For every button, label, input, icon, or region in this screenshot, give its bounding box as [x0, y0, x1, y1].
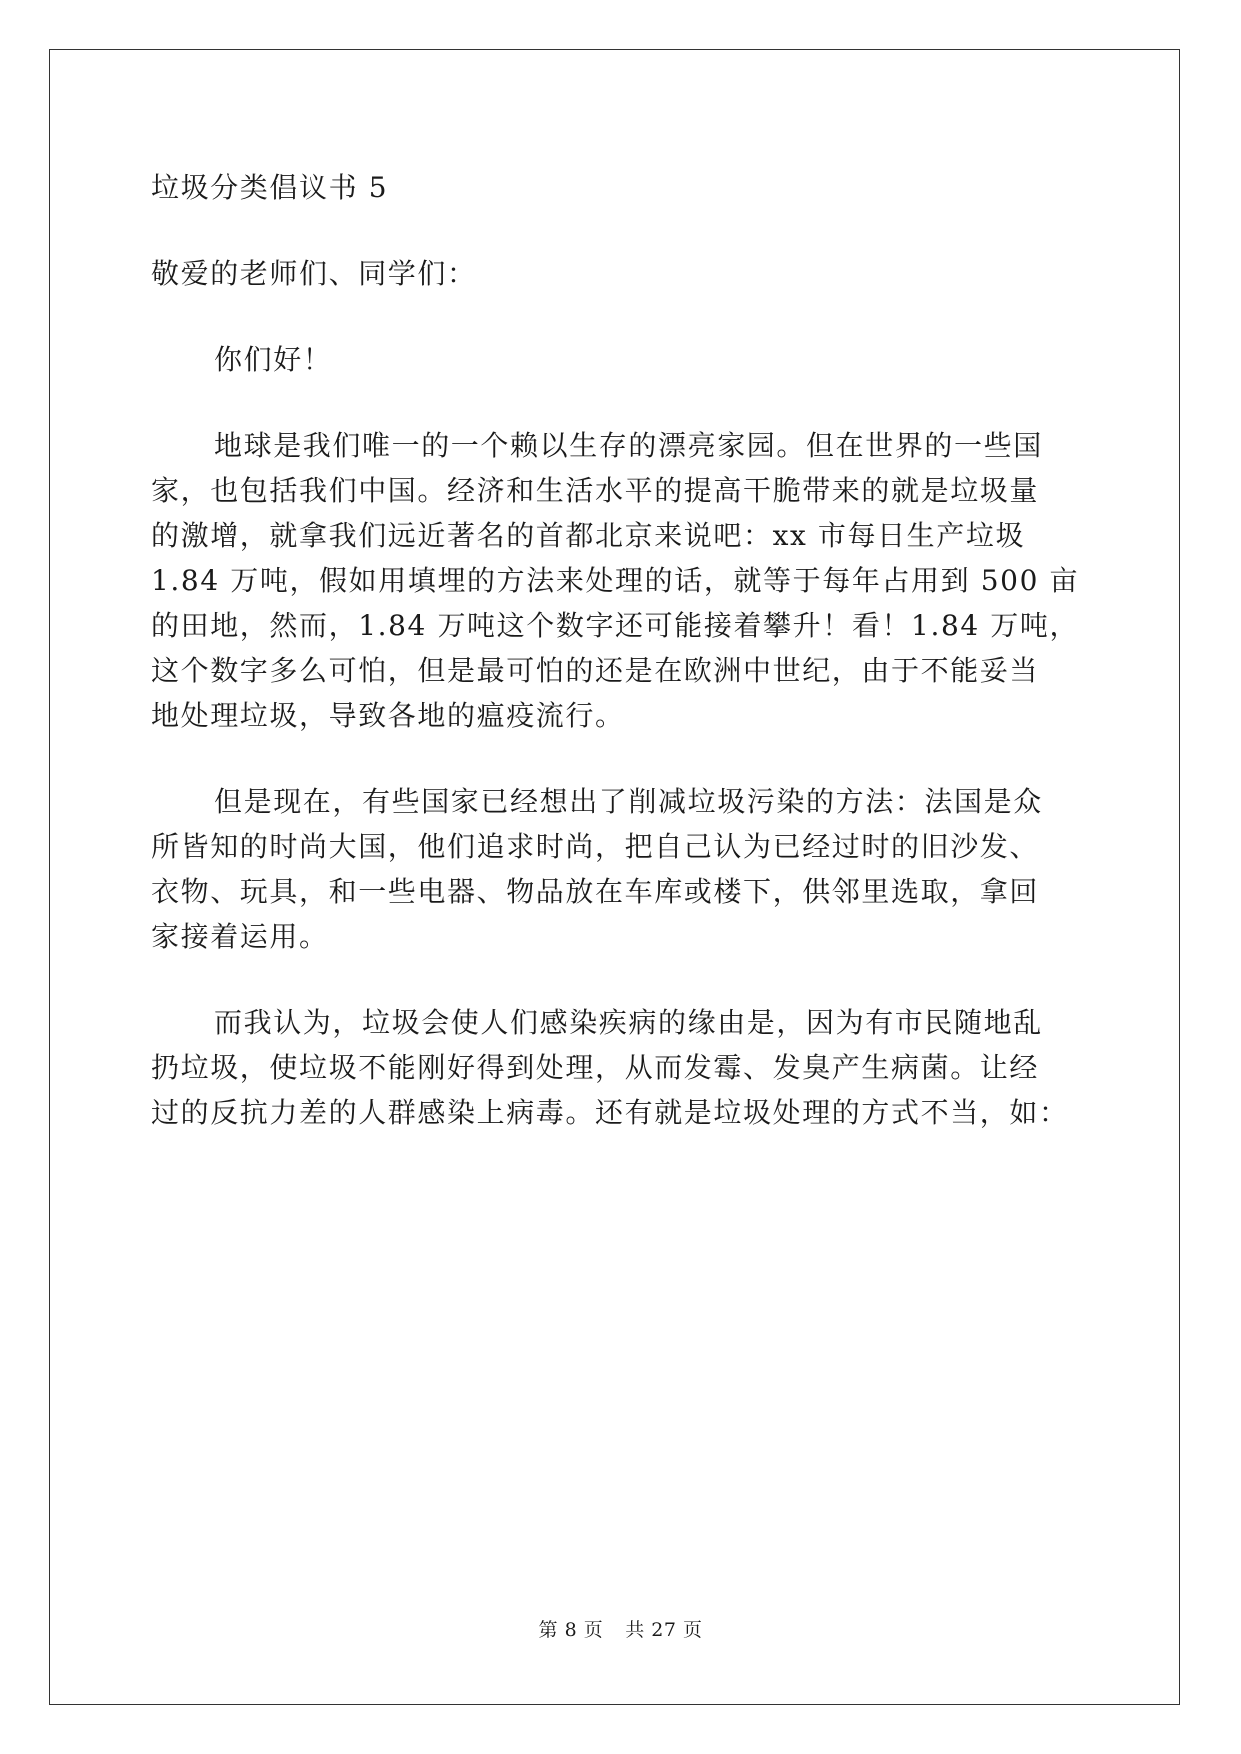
paragraph-line: 的田地，然而，1.84 万吨这个数字还可能接着攀升！看！1.84 万吨， — [151, 609, 1080, 642]
paragraph-1 — [151, 423, 1111, 738]
paragraph-line: 的激增，就拿我们远近著名的首都北京来说吧：xx 市每日生产垃圾 — [151, 519, 1026, 552]
paragraph-line: 衣物、玩具，和一些电器、物品放在车库或楼下，供邻里选取，拿回 — [151, 875, 1040, 908]
paragraph-line: 这个数字多么可怕，但是最可怕的还是在欧洲中世纪，由于不能妥当 — [151, 654, 1040, 687]
page-total: 共 27 页 — [625, 1619, 703, 1641]
page-number: 第 8 页 — [538, 1619, 604, 1641]
page-footer — [0, 1615, 1241, 1642]
paragraph-3 — [151, 1000, 1111, 1135]
document-body — [151, 165, 1111, 1135]
paragraph-line: 地球是我们唯一的一个赖以生存的漂亮家园。但在世界的一些国 — [214, 429, 1043, 462]
paragraph-line: 扔垃圾，使垃圾不能刚好得到处理，从而发霉、发臭产生病菌。让经 — [151, 1051, 1040, 1084]
paragraph-line: 过的反抗力差的人群感染上病毒。还有就是垃圾处理的方式不当，如： — [151, 1096, 1069, 1129]
paragraph-line: 而我认为，垃圾会使人们感染疾病的缘由是，因为有市民随地乱 — [214, 1006, 1043, 1039]
document-title: 垃圾分类倡议书 5 — [151, 171, 389, 204]
greeting: 敬爱的老师们、同学们： — [151, 257, 477, 290]
paragraph-line: 地处理垃圾，导致各地的瘟疫流行。 — [151, 699, 625, 732]
paragraph-line: 所皆知的时尚大国，他们追求时尚，把自己认为已经过时的旧沙发、 — [151, 830, 1040, 863]
paragraph-line: 家，也包括我们中国。经济和生活水平的提高干脆带来的就是垃圾量 — [151, 474, 1040, 507]
salutation: 你们好！ — [214, 343, 333, 376]
paragraph-line: 家接着运用。 — [151, 920, 329, 953]
paragraph-line: 但是现在，有些国家已经想出了削减垃圾污染的方法：法国是众 — [214, 785, 1043, 818]
paragraph-2 — [151, 779, 1111, 959]
paragraph-line: 1.84 万吨，假如用填埋的方法来处理的话，就等于每年占用到 500 亩 — [151, 564, 1080, 597]
